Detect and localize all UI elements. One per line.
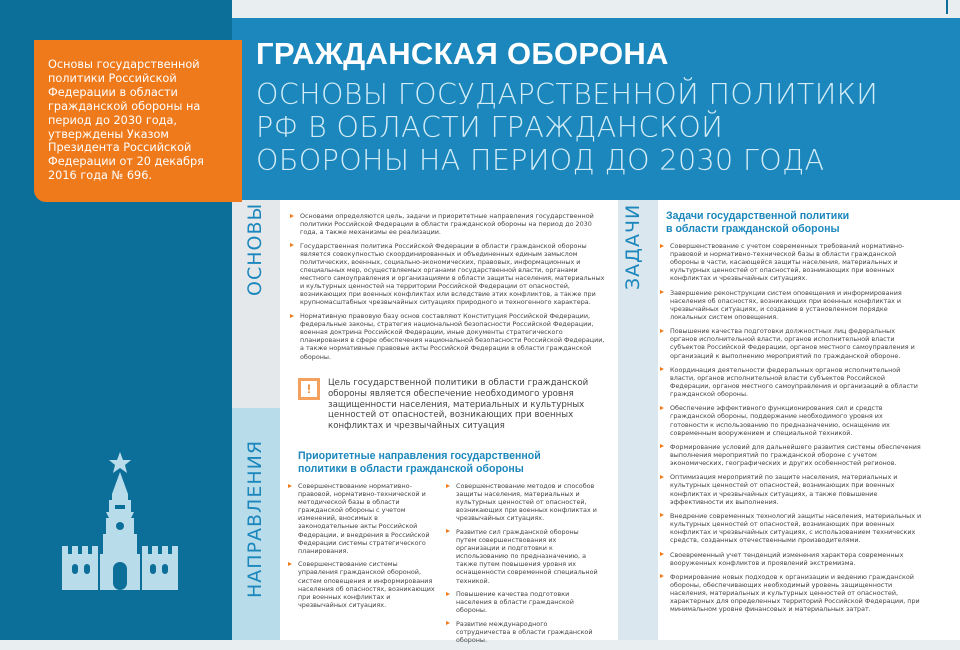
section-label-napravleniya: НАПРАВЛЕНИЯ	[244, 439, 266, 598]
list-item: Совершенствование с учетом современных требований нормативно-правовой и нормативно-технической базы в области гражданской обороны в части, касающейся защиты населения, материальных и культурных ценностей от опасностей, возникающих при военных конфликтах и чрезвычайных ситуациях.	[660, 242, 922, 282]
subtitle-line: ОБОРОНЫ НА ПЕРИОД ДО 2030 ГОДА	[256, 144, 825, 177]
crop-mark	[12, 0, 14, 14]
heading-line: Задачи государственной политики	[666, 210, 850, 222]
list-item: Координация деятельности федеральных органов исполнительной власти, органов исполнительной власти субъектов Российской Федерации, органов местного самоуправления и организаций в области гражданской обороны.	[660, 366, 922, 398]
crop-mark	[946, 0, 948, 14]
heading-line: политики в области гражданской обороны	[298, 462, 524, 475]
napravleniya-left-column	[288, 482, 436, 614]
napravleniya-right-column	[446, 482, 598, 650]
list-item: Совершенствование системы управления гражданской обороной, систем оповещения и информирования населения об опасностях, возникающих при военных конфликтах и чрезвычайных ситуациях.	[288, 560, 436, 609]
list-item: Формирование новых подходов к организации и ведению гражданской обороны, обеспечивающих необходимый уровень защищенности населения, материальных и культурных ценностей от опасностей, характерных для определенных территорий Российской Федерации, при минимальном уровне финансовых и материальных затрат.	[660, 573, 922, 613]
list-item: Совершенствование методов и способов защиты населения, материальных и культурных ценностей от опасностей, возникающих при военных конфликтах и чрезвычайных ситуациях.	[446, 482, 598, 522]
heading-line: Приоритетные направления государственной	[298, 450, 541, 462]
section-label-zadachi: ЗАДАЧИ	[622, 203, 644, 290]
list-item: Формирование условий для дальнейшего развития системы обеспечения выполнения мероприятий по гражданской обороне с учетом экономических, географических и других особенностей регионов.	[660, 443, 922, 467]
intro-text: Основы государственной политики Российской Федерации в области гражданской обороны на период до 2030 года, утверждены Указом Президента Российской Федерации от 20 декабря 2016 года № 696.	[48, 58, 204, 183]
osnovy-section	[290, 212, 608, 366]
list-item: Повышение качества подготовки должностных лиц федеральных органов исполнительной власти, органов исполнительной власти субъектов Российской Федерации, органов местного самоуправления и организаций к выполнению мероприятий по гражданской обороне.	[660, 327, 922, 359]
osnovy-paragraph: Нормативную правовую базу основ составляют Конституция Российской Федерации, федеральные законы, стратегия национальной безопасности Российской Федерации, военная доктрина Российской Федерации, иные документы стратегического планирования в сфере обеспечения национальной безопасности Российской Федерации, а также нормативные правовые акты Российской Федерации в области гражданской обороны.	[290, 312, 608, 361]
list-item: Своевременный учет тенденций изменения характера современных вооруженных конфликтов и проявлений экстремизма.	[660, 551, 922, 567]
list-item: Завершение реконструкции систем оповещения и информирования населения об опасностях, возникающих при военных конфликтах и чрезвычайных ситуациях, и создание в установленном порядке локальных систем оповещения.	[660, 289, 922, 321]
zadachi-list	[660, 242, 922, 620]
list-item: Обеспечение эффективного функционирования сил и средств гражданской обороны, поддержание необходимого уровня их готовности к использованию по предназначению, оснащение их современным вооружением и специальной техникой.	[660, 404, 922, 436]
list-item: Оптимизация мероприятий по защите населения, материальных и культурных ценностей от опасностей, возникающих при военных конфликтах и чрезвычайных ситуациях, а также повышение эффективности их выполнения.	[660, 473, 922, 505]
heading-line: в области гражданской обороны	[666, 222, 840, 235]
kremlin-tower-icon	[60, 450, 180, 590]
zadachi-heading	[666, 210, 906, 235]
page-title: ГРАЖДАНСКАЯ ОБОРОНА	[256, 36, 669, 71]
intro-box	[34, 40, 242, 202]
list-item: Внедрение современных технологий защиты населения, материальных и культурных ценностей от опасностей, возникающих при военных конфликтах и чрезвычайных ситуациях, с использованием технических средств, созданных отечественными производителями.	[660, 512, 922, 544]
list-item: Развитие сил гражданской обороны путем совершенствования их организации и подготовки к использованию по предназначению, а также путем повышения уровня их оснащенности современной специальной техникой.	[446, 528, 598, 585]
exclamation-icon: !	[298, 378, 320, 400]
list-item: Повышение качества подготовки населения в области гражданской обороны.	[446, 590, 598, 614]
section-label-osnovy: ОСНОВЫ	[244, 202, 266, 296]
osnovy-paragraph: Государственная политика Российской Федерации в области гражданской обороны является совокупностью скоординированных и объединенных единым замыслом политических, военных, социально-экономических, правовых, информационных и специальных мер, осуществляемых органами государственной власти, органами местного самоуправления и организациями в области защиты населения, материальных и культурных ценностей на территории Российской Федерации от опасностей, возникающих при военных конфликтах или вследствие этих конфликтов, а также при крупномасштабных чрезвычайных ситуациях природного и техногенного характера.	[290, 242, 608, 307]
goal-text: Цель государственной политики в области гражданской обороны является обеспечение необходимого уровня защищенности населения, материальных и культурных ценностей от опасностей, возникающих при военных конфликтах и чрезвычайных ситуация	[328, 378, 589, 432]
napravleniya-heading	[298, 450, 598, 475]
osnovy-paragraph: Основами определяются цель, задачи и приоритетные направления государственной политики Российской Федерации в области гражданской обороны на период до 2030 года, а также механизмы ее реализации.	[290, 212, 608, 236]
goal-callout	[298, 378, 610, 432]
list-item: Совершенствование нормативно-правовой, нормативно-технической и методической базы в области гражданской обороны с учетом изменений, вносимых в законодательные акты Российской Федерации, и внедрения в Российской Федерации системы стратегического планирования.	[288, 482, 436, 555]
subtitle-line: ОСНОВЫ ГОСУДАРСТВЕННОЙ ПОЛИТИКИ	[256, 78, 879, 111]
subtitle-line: РФ В ОБЛАСТИ ГРАЖДАНСКОЙ	[256, 111, 724, 144]
list-item: Развитие международного сотрудничества в области гражданской обороны.	[446, 620, 598, 644]
page-subtitle	[256, 78, 946, 177]
